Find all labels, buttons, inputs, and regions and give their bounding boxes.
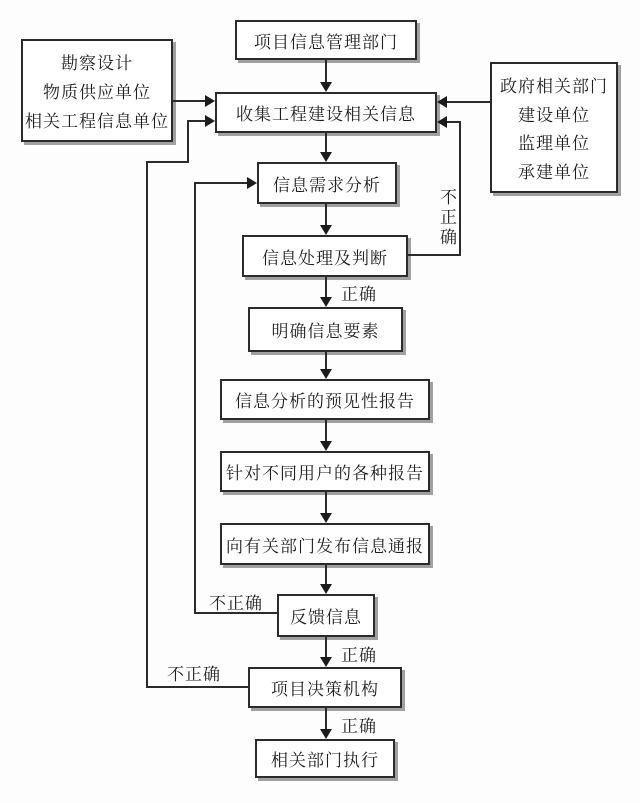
label-incorrect-feedback-loop: 不正确 [209, 594, 263, 613]
edge-foresight-to-reports [325, 420, 327, 442]
right-source-line-3: 监理单位 [518, 134, 590, 154]
edge-decision-loop-jog-horizontal [146, 161, 189, 163]
node-execute: 相关部门执行 [255, 739, 395, 778]
label-correct-after-decision: 正确 [341, 717, 377, 736]
edge-leftsources-to-collect [173, 100, 206, 102]
arrow-down-icon [320, 657, 332, 667]
edge-rightsources-to-collect [444, 101, 490, 103]
arrow-down-icon [320, 513, 332, 523]
left-source-line-1: 勘察设计 [61, 54, 133, 73]
node-demand-analysis: 信息需求分析 [257, 162, 397, 204]
edge-decision-loop-vertical [146, 162, 148, 688]
label-correct-after-processing: 正确 [341, 285, 377, 304]
right-source-line-1: 政府相关部门 [500, 76, 608, 96]
right-source-line-2: 建设单位 [518, 105, 590, 125]
arrow-down-icon [320, 82, 332, 92]
edge-clarify-to-foresight [325, 352, 327, 370]
node-right-sources [490, 62, 618, 193]
node-decision-body: 项目决策机构 [248, 667, 402, 708]
edge-feedback-loop-top [194, 182, 248, 184]
arrow-down-icon [320, 225, 332, 235]
left-source-line-3: 相关工程信息单位 [25, 112, 169, 131]
edge-decision-loop-bottom [147, 686, 248, 688]
node-processing-judgement: 信息处理及判断 [242, 235, 408, 277]
node-project-info-management-dept: 项目信息管理部门 [235, 20, 417, 60]
node-notify-departments: 向有关部门发布信息通报 [220, 523, 430, 565]
right-source-line-4: 承建单位 [518, 163, 590, 183]
edge-decision-loop-jog-vertical [187, 120, 189, 163]
arrow-down-icon [320, 369, 332, 379]
node-feedback-info: 反馈信息 [277, 594, 375, 637]
arrow-right-icon [205, 95, 215, 107]
node-foresight-report: 信息分析的预见性报告 [220, 379, 430, 420]
arrow-down-icon [320, 729, 332, 739]
edge-feedback-loop-vertical [194, 183, 196, 614]
arrow-down-icon [320, 297, 332, 307]
arrow-left-icon [437, 96, 447, 108]
label-incorrect-decision-loop: 不正确 [167, 665, 221, 684]
label-incorrect-processing-loop: 不正确 [437, 188, 456, 248]
node-collect-info: 收集工程建设相关信息 [215, 92, 437, 133]
edge-collect-to-demand [325, 133, 327, 153]
arrow-down-icon [320, 152, 332, 162]
arrow-right-icon [205, 115, 215, 127]
arrow-down-icon [320, 584, 332, 594]
edge-processing-loop-vertical [459, 121, 461, 256]
edge-reports-to-notify [325, 492, 327, 514]
edge-notify-to-feedback [325, 565, 327, 585]
node-clarify-elements: 明确信息要素 [248, 307, 403, 352]
edge-feedback-to-decision [325, 637, 327, 658]
node-user-reports: 针对不同用户的各种报告 [220, 451, 430, 492]
left-source-line-2: 物质供应单位 [43, 83, 151, 102]
edge-decision-to-execute [325, 708, 327, 730]
edge-decision-loop-top [187, 120, 206, 122]
arrow-right-icon [247, 177, 257, 189]
edge-processing-to-clarify [325, 277, 327, 298]
edge-projmgmt-to-collect [325, 59, 327, 84]
edge-demand-to-processing [325, 204, 327, 226]
arrow-down-icon [320, 441, 332, 451]
label-correct-after-feedback: 正确 [341, 646, 377, 665]
node-left-sources [21, 39, 173, 142]
arrow-left-icon [437, 116, 447, 128]
